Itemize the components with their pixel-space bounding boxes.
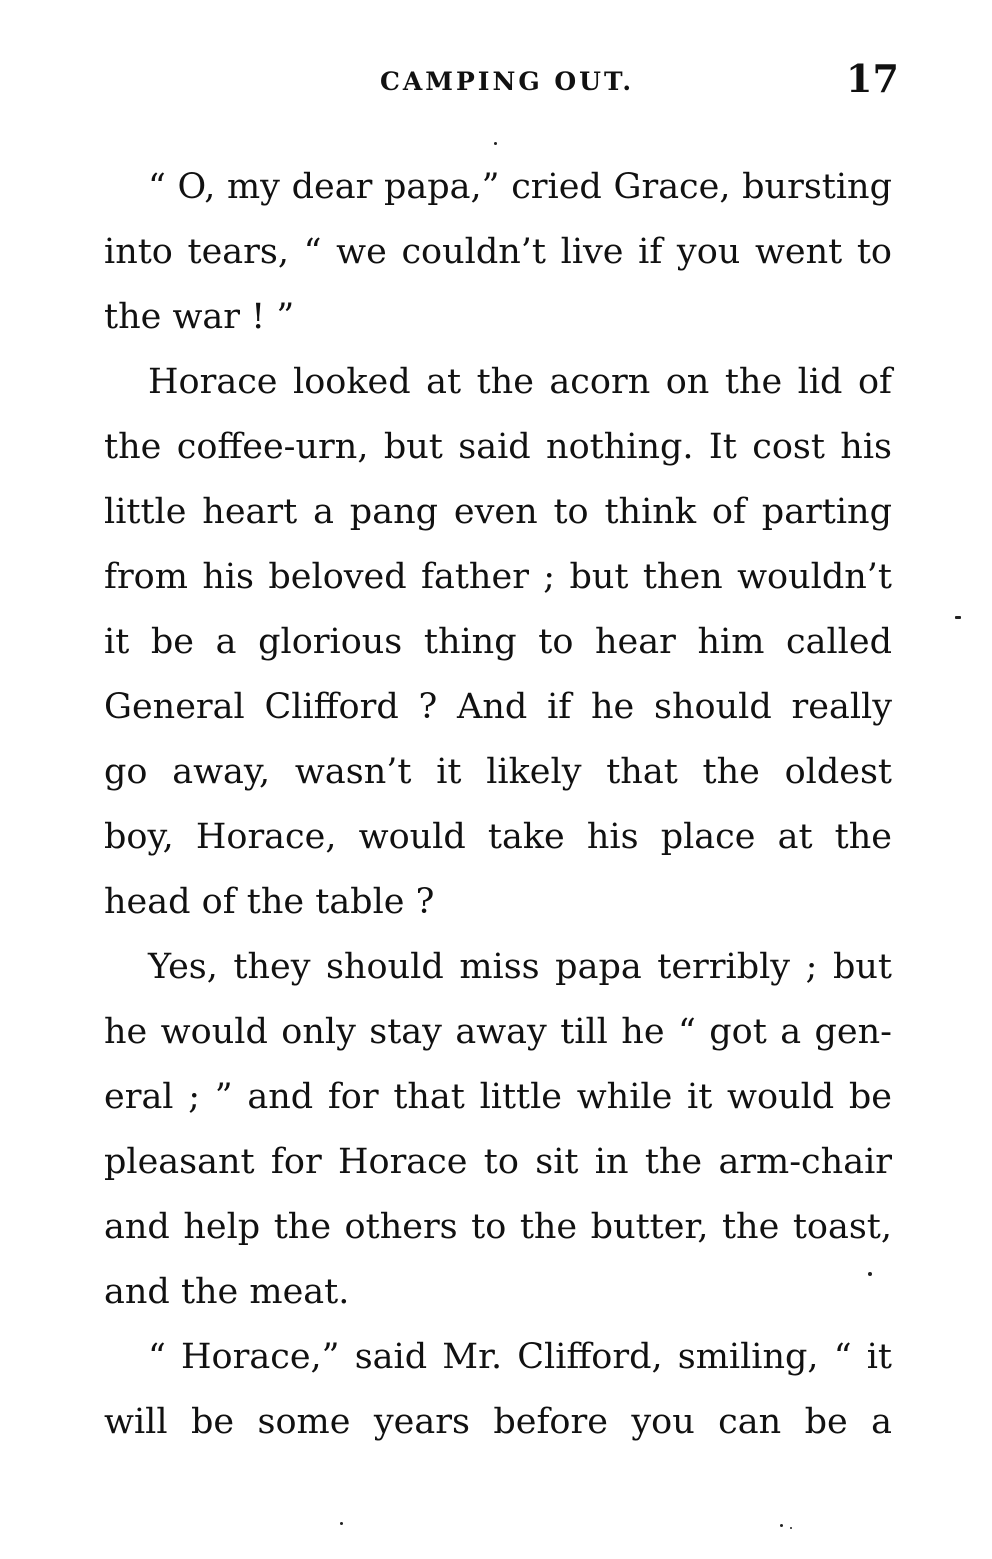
text-line: the coffee-urn, but said nothing. It cost his	[104, 427, 892, 467]
text-line: Yes, they should miss papa terribly ; but	[148, 947, 892, 987]
text-line: pleasant for Horace to sit in the arm-chair	[104, 1142, 892, 1182]
print-speck	[790, 1527, 792, 1529]
paragraph	[104, 1325, 892, 1455]
text-line: it be a glorious thing to hear him called	[104, 622, 892, 662]
text-body	[104, 155, 892, 1455]
text-line: he would only stay away till he “ got a gen-	[104, 1012, 892, 1052]
text-line: Horace looked at the acorn on the lid of	[148, 362, 892, 402]
print-speck	[868, 1272, 872, 1276]
text-line: head of the table ?	[104, 882, 435, 922]
text-line: into tears, “ we couldn’t live if you went to	[104, 232, 892, 272]
paragraph	[104, 155, 892, 350]
paragraph	[104, 935, 892, 1325]
text-line: General Clifford ? And if he should really	[104, 687, 892, 727]
text-line: will be some years before you can be a	[104, 1402, 892, 1442]
text-line: “ O, my dear papa,” cried Grace, bursting	[148, 167, 892, 207]
text-line: and help the others to the butter, the toast,	[104, 1207, 892, 1247]
text-line: the war ! ”	[104, 297, 295, 337]
text-line: go away, wasn’t it likely that the oldest	[104, 752, 892, 792]
print-speck	[340, 1522, 343, 1525]
text-line: “ Horace,” said Mr. Clifford, smiling, “ it	[148, 1337, 892, 1377]
running-head	[0, 56, 992, 102]
text-line: from his beloved father ; but then wouldn’t	[104, 557, 892, 597]
page-number: 17	[846, 56, 899, 101]
text-line: and the meat.	[104, 1272, 350, 1312]
text-line: little heart a pang even to think of parting	[104, 492, 892, 532]
print-speck	[955, 616, 961, 619]
text-line: eral ; ” and for that little while it would be	[104, 1077, 892, 1117]
print-speck	[494, 142, 497, 145]
running-title: CAMPING OUT.	[380, 67, 635, 96]
paragraph	[104, 350, 892, 935]
text-line: boy, Horace, would take his place at the	[104, 817, 892, 857]
print-speck	[780, 1524, 783, 1527]
